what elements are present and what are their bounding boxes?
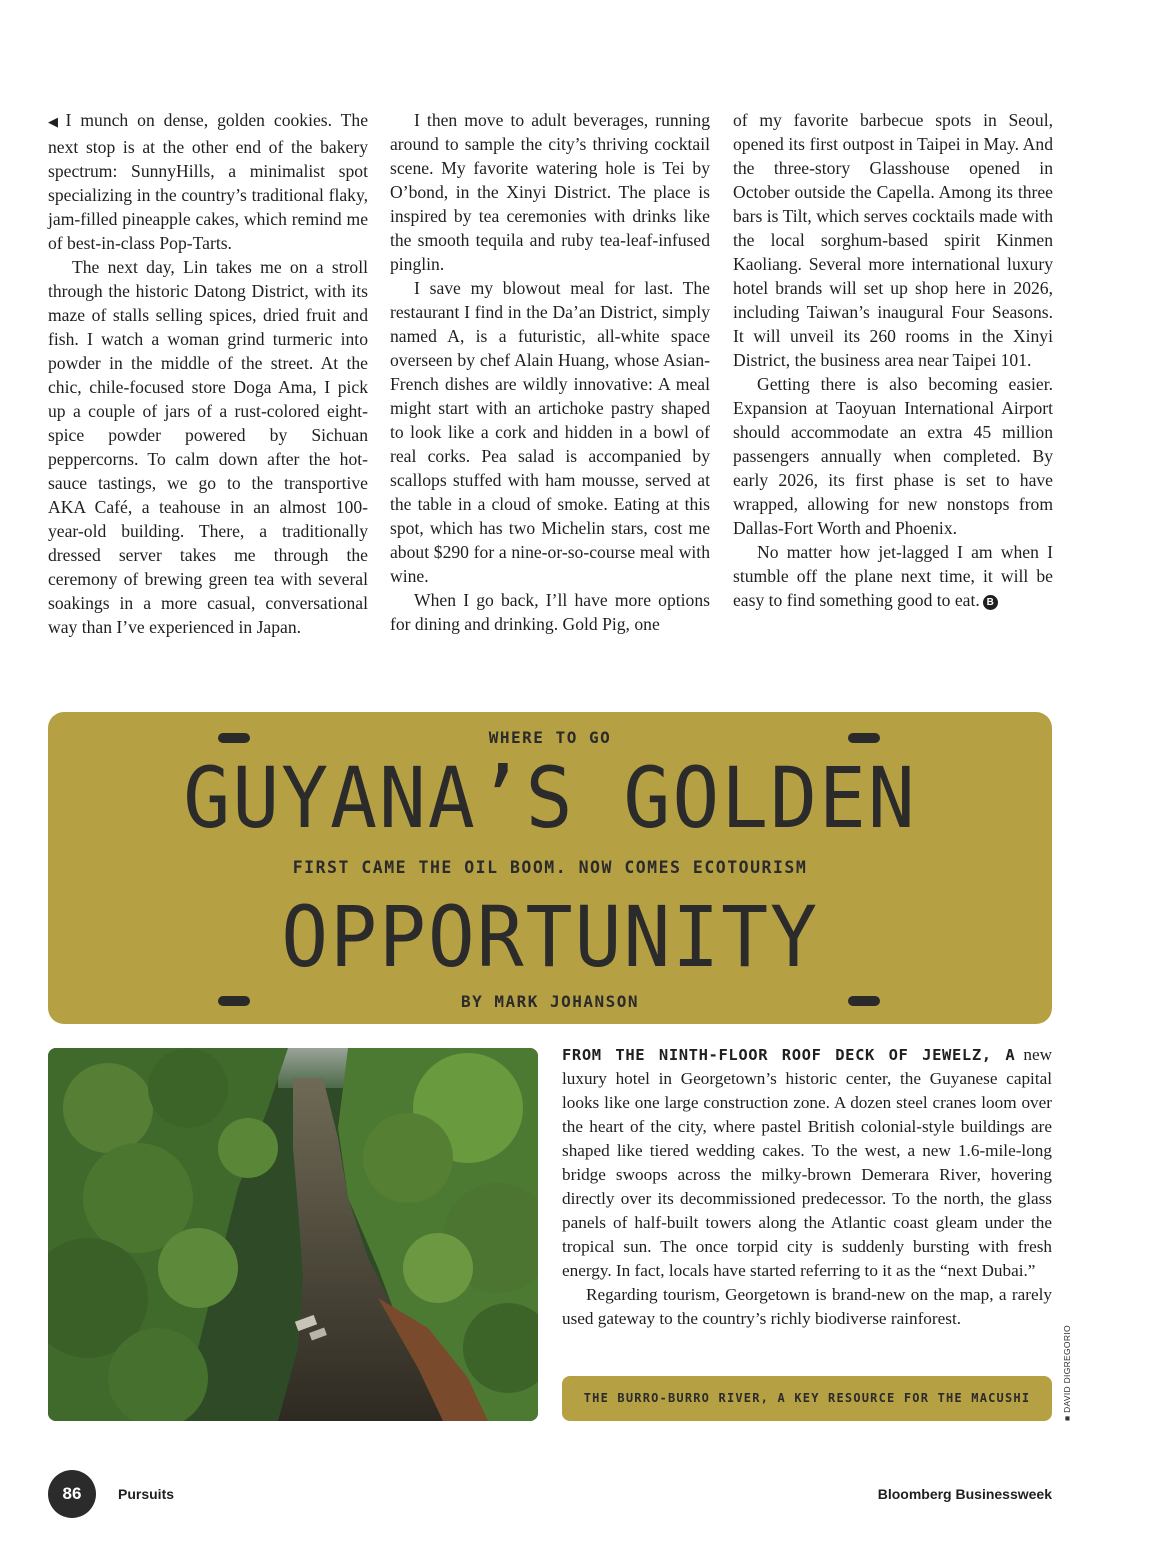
col3-para-3: No matter how jet-lagged I am when I stumble off the plane next time, it will be easy to find something good to eat. — [733, 542, 1053, 610]
feature-body — [562, 1043, 1052, 1331]
continued-arrow-icon: ◀ — [48, 115, 63, 130]
photo-caption: THE BURRO-BURRO RIVER, A KEY RESOURCE FOR THE MACUSHI — [562, 1376, 1052, 1421]
col2-para-2: I save my blowout meal for last. The restaurant I find in the Da’an District, simply named A, is a futuristic, all-white space overseen by chef Alain Huang, whose Asian-French dishes are wildly innovative: A meal might start with an artichoke pastry shaped to look like a cork and hidden in a bowl of real corks. Pea salad is accompanied by scallops stuffed with ham mousse, served at the table in a cloud of smoke. Eating at this spot, which has two Michelin stars, cost me about $290 for a nine-or-so-course meal with wine. — [390, 278, 710, 586]
article-column-3 — [733, 108, 1053, 612]
col1-para-2: The next day, Lin takes me on a stroll through the historic Datong District, with its maze of stalls selling spices, dried fruit and fish. I watch a woman grind turmeric into powder in the middle of the street. At the chic, chile-focused store Doga Ama, I pick up a couple of jars of a rust-colored eight-spice powder powered by Sichuan peppercorns. To calm down after the hot-sauce tastings, we go to the transportive AKA Café, a teahouse in an almost 100-year-old building. There, a traditionally dressed server takes me through the ceremony of brewing green tea with several soakings in a more casual, conversational way than I’ve experienced in Japan. — [48, 257, 368, 637]
headline-line-1: GUYANA’S GOLDEN — [183, 749, 917, 847]
photo-credit: ■ DAVID DIGREGORIO — [1062, 1325, 1072, 1421]
col3-para-2: Getting there is also becoming easier. Expansion at Taoyuan International Airport should accommodate an extra 45 million passengers annually when completed. By early 2026, its first phase is set to have wrapped, allowing for new nonstops from Dallas-Fort Worth and Phoenix. — [733, 374, 1053, 538]
page-number: 86 — [48, 1470, 96, 1518]
dek: FIRST CAME THE OIL BOOM. NOW COMES ECOTOURISM — [292, 858, 808, 877]
kicker: WHERE TO GO — [488, 728, 612, 747]
section-name: Pursuits — [118, 1486, 175, 1502]
headline-plate — [48, 712, 1052, 1024]
lead-in: FROM THE NINTH-FLOOR ROOF DECK OF JEWELZ, A — [562, 1046, 1016, 1064]
article-column-1 — [48, 108, 368, 639]
col2-para-1: I then move to adult beverages, running around to sample the city’s thriving cocktail scene. My favorite watering hole is Tei by O’bond, in the Xinyi District. The place is inspired by tea ceremonies with drinks like the smooth tequila and ruby tea-leaf-infused pinglin. — [390, 110, 710, 274]
feature-para-2: Regarding tourism, Georgetown is brand-new on the map, a rarely used gateway to the country’s richly biodiverse rainforest. — [562, 1285, 1052, 1328]
article-column-2 — [390, 108, 710, 636]
byline: BY MARK JOHANSON — [460, 992, 640, 1011]
end-mark-icon: B — [983, 595, 998, 610]
headline-line-2: OPPORTUNITY — [281, 888, 819, 986]
magazine-name: Bloomberg Businessweek — [877, 1486, 1052, 1502]
col1-para-1: I munch on dense, golden cookies. The next stop is at the other end of the bakery spectrum: SunnyHills, a minimalist spot specializing in the country’s traditional flaky, jam-filled pineapple cakes, which remind me of best-in-class Pop-Tarts. — [48, 110, 369, 253]
col3-para-1: of my favorite barbecue spots in Seoul, opened its first outpost in Taipei in May. And the three-story Glasshouse opened in October outside the Capella. Among its three bars is Tilt, which serves cocktails made with the local sorghum-based spirit Kinmen Kaoliang. Several more international luxury hotel brands will set up shop here in 2026, including Taiwan’s inaugural Four Seasons. It will unveil its 260 rooms in the Xinyi District, the business area near Taipei 101. — [733, 110, 1053, 370]
col2-para-3: When I go back, I’ll have more options for dining and drinking. Gold Pig, one — [390, 590, 710, 634]
river-photo — [48, 1048, 538, 1421]
feature-para-1: new luxury hotel in Georgetown’s historic center, the Guyanese capital looks like one large construction zone. A dozen steel cranes loom over the heart of the city, where pastel British colonial-style buildings are shaped like tiered wedding cakes. To the west, a new 1.6-mile-long bridge swoops across the milky-brown Demerara River, hovering directly over its decommissioned predecessor. To the north, the glass panels of half-built towers along the Atlantic coast gleam under the tropical sun. The once torpid city is suddenly bursting with fresh energy. In fact, locals have started referring to it as the “next Dubai.” — [562, 1045, 1052, 1280]
